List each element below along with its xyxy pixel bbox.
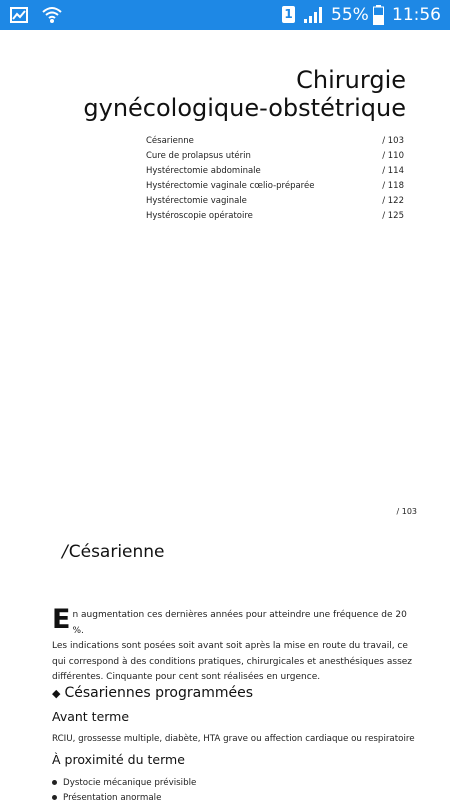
toc-item-label: Hystérectomie vaginale cœlio-préparée	[146, 181, 315, 191]
table-of-contents	[146, 134, 404, 224]
chart-notification-icon	[10, 7, 28, 23]
avant-terme-text: RCIU, grossesse multiple, diabète, HTA grave ou affection cardiaque ou respiratoire	[52, 734, 415, 744]
toc-item-page: / 125	[382, 211, 404, 221]
toc-item-page: / 122	[382, 196, 404, 206]
toc-item-page: / 110	[382, 151, 404, 161]
chapter-title-line2: gynécologique-obstétrique	[83, 94, 406, 122]
toc-item-page: / 114	[382, 166, 404, 176]
toc-item-label: Hystérectomie abdominale	[146, 166, 261, 176]
chapter-title-line1: Chirurgie	[296, 66, 406, 94]
heading-proximite-terme: À proximité du terme	[52, 752, 185, 767]
toc-item[interactable]	[146, 134, 404, 149]
diamond-bullet-icon: ◆	[52, 687, 61, 700]
toc-item-label: Cure de prolapsus utérin	[146, 151, 251, 161]
toc-item-label: Hystéroscopie opératoire	[146, 211, 253, 221]
bullet-item	[52, 776, 196, 790]
chapter-title	[83, 66, 406, 122]
toc-item-label: Hystérectomie vaginale	[146, 196, 247, 206]
sim-icon	[282, 6, 295, 23]
toc-item-page: / 103	[382, 136, 404, 146]
clock: 11:56	[392, 5, 441, 25]
toc-item[interactable]	[146, 194, 404, 209]
bullet-text: Présentation anormale	[63, 793, 162, 800]
document-page[interactable]	[0, 30, 450, 800]
toc-item[interactable]	[146, 149, 404, 164]
status-bar	[0, 0, 450, 30]
previous-page-fragment	[345, 30, 353, 31]
bullet-text: Dystocie mécanique prévisible	[63, 778, 197, 788]
section-title	[62, 541, 165, 563]
drop-cap: E	[52, 604, 71, 635]
subsection-heading-text: Césariennes programmées	[64, 685, 254, 701]
intro-line1: n augmentation ces dernières années pour atteindre une fréquence de 20 %.	[72, 610, 407, 636]
intro-paragraph	[52, 604, 420, 686]
sim-slot-number: 1	[284, 7, 293, 21]
battery-icon	[373, 5, 384, 25]
bullet-dot-icon	[52, 795, 57, 800]
signal-icon	[303, 6, 325, 24]
toc-item[interactable]	[146, 179, 404, 194]
battery-percent: 55%	[331, 5, 369, 25]
section-title-slash: /	[62, 542, 68, 562]
page-number: / 103	[396, 507, 417, 516]
toc-item-label: Césarienne	[146, 136, 194, 146]
subsection-heading	[52, 684, 253, 703]
wifi-icon	[42, 6, 62, 24]
bullet-dot-icon	[52, 780, 57, 785]
toc-item[interactable]	[146, 209, 404, 224]
toc-item[interactable]	[146, 164, 404, 179]
bullet-item	[52, 791, 161, 800]
section-title-text: Césarienne	[68, 542, 165, 562]
intro-rest: Les indications sont posées soit avant soit après la mise en route du travail, ce qui correspond à des conditions pratiques, chirurgicales et anesthésiques assez différentes. Cinquante pour cent sont réalisées en urgence.	[52, 641, 413, 682]
toc-item-page: / 118	[382, 181, 404, 191]
heading-avant-terme: Avant terme	[52, 709, 130, 724]
